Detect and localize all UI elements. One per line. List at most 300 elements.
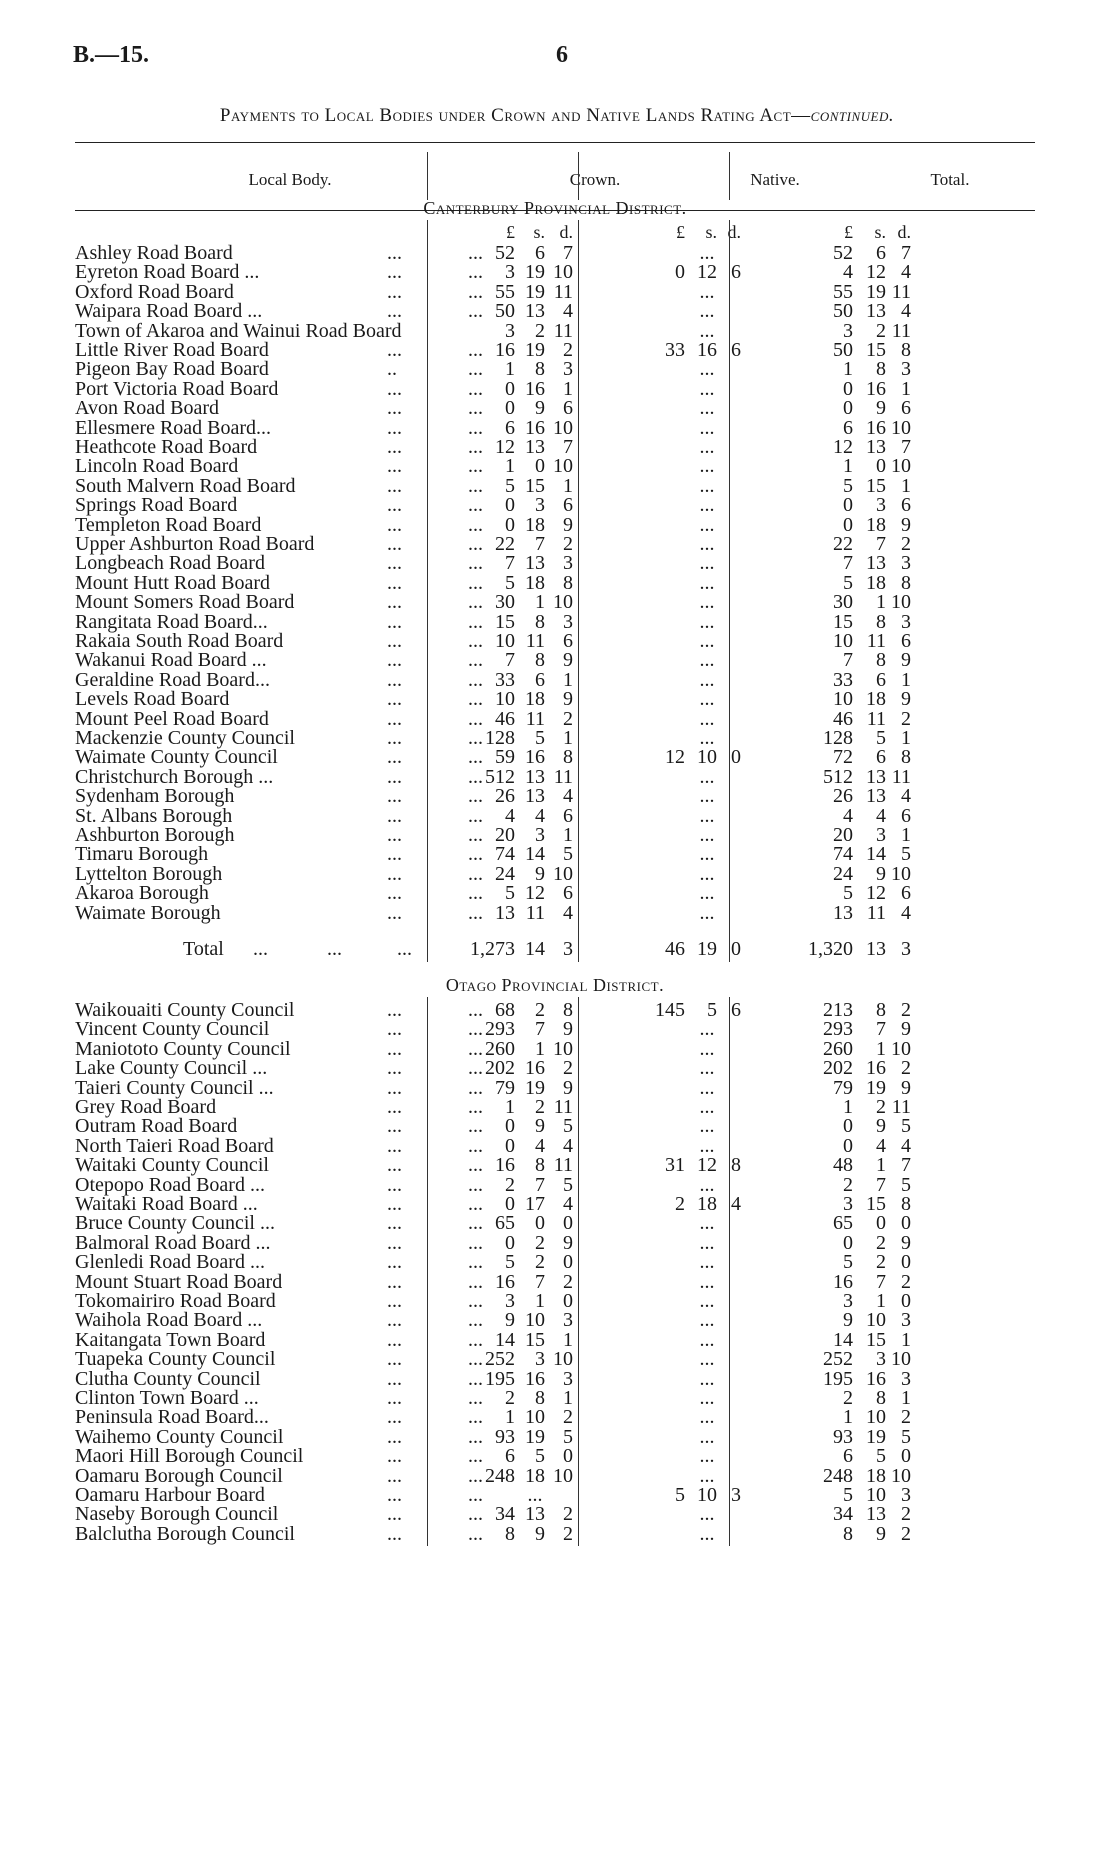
native-empty: ...	[699, 1212, 715, 1235]
total-shillings: 3	[876, 824, 886, 846]
crown-pounds: 10	[495, 630, 515, 652]
local-body-name: Little River Road Board	[75, 339, 269, 361]
total-pounds: 16	[833, 1270, 853, 1293]
crown-shillings: 8	[535, 1387, 545, 1409]
total-pounds: 3	[843, 1193, 853, 1215]
native-empty: ...	[699, 727, 715, 749]
native-empty: ...	[699, 533, 715, 555]
crown-pence: 3	[563, 938, 573, 960]
total-pence: 9	[901, 649, 911, 672]
crown-shillings: 13	[525, 552, 545, 575]
local-body-name: Lake County Council ...	[75, 1057, 268, 1080]
native-empty: ...	[699, 494, 715, 517]
leader-dots: ...	[387, 1445, 402, 1468]
crown-shillings: 19	[525, 261, 545, 284]
crown-pounds: 1	[505, 1406, 515, 1429]
native-empty: ...	[699, 668, 715, 691]
total-shillings: 13	[866, 300, 886, 323]
crown-pounds: 3	[505, 261, 515, 284]
total-pounds: 14	[833, 1328, 853, 1351]
total-pounds: 24	[833, 862, 853, 885]
local-body-name: Springs Road Board	[75, 494, 238, 517]
local-body-name: Levels Road Board	[75, 688, 230, 711]
native-pounds: 33	[665, 339, 685, 361]
crown-pence: 8	[563, 999, 573, 1021]
leader-dots: ...	[468, 1154, 483, 1177]
local-body-name: Tokomairiro Road Board	[75, 1290, 276, 1312]
leader-dots: ...	[468, 455, 483, 478]
native-empty: ...	[699, 300, 715, 323]
crown-pence: 10	[553, 1037, 573, 1060]
native-empty: ...	[699, 1115, 715, 1138]
crown-shillings: 16	[525, 416, 545, 439]
total-shillings: 19	[866, 1425, 886, 1448]
total-pence: 2	[901, 707, 911, 730]
total-pounds: 34	[833, 1503, 853, 1526]
total-pence: 7	[901, 1154, 911, 1177]
local-body-name: Mount Somers Road Board	[75, 591, 295, 614]
leader-dots: ...	[468, 1328, 483, 1351]
leader-dots: ...	[387, 1309, 402, 1332]
native-shillings: 19	[697, 938, 717, 960]
native-empty: ...	[699, 1173, 715, 1196]
crown-pounds: 6	[505, 416, 515, 439]
column-header-native: Native.	[750, 170, 800, 189]
crown-pounds: 202	[485, 1057, 515, 1080]
crown-shillings: 9	[535, 1522, 545, 1545]
total-shillings: 16	[866, 1367, 886, 1390]
leader-dots: ...	[468, 630, 483, 652]
crown-shillings: 3	[535, 494, 545, 517]
leader-dots: ...	[387, 610, 402, 633]
leader-dots: ...	[468, 688, 483, 711]
native-empty: ...	[699, 455, 715, 478]
leader-dots: ...	[468, 591, 483, 614]
crown-pence: 3	[563, 610, 573, 633]
crown-pounds: 8	[505, 1522, 515, 1545]
leader-dots: ...	[468, 1290, 483, 1312]
crown-shillings: 1	[535, 591, 545, 614]
total-shillings: 13	[866, 552, 886, 575]
native-empty: ...	[699, 824, 715, 846]
crown-pounds: 1,273	[470, 938, 515, 960]
leader-dots: ...	[468, 1348, 483, 1371]
crown-pence: 6	[563, 882, 573, 905]
crown-pence: 0	[563, 1290, 573, 1312]
crown-pounds: 0	[505, 513, 515, 536]
leader-dots: ...	[387, 630, 402, 652]
native-empty: ...	[699, 1251, 715, 1274]
total-pounds: 2	[843, 1387, 853, 1409]
local-body-name: Lyttelton Borough	[75, 862, 223, 885]
leader-dots: ...	[387, 999, 402, 1021]
native-pence: 4	[731, 1193, 741, 1215]
total-pounds: 50	[833, 339, 853, 361]
crown-pounds: 1	[505, 358, 515, 381]
local-body-name: Taieri County Council ...	[75, 1076, 274, 1099]
crown-pence: 4	[563, 901, 573, 924]
total-pence: 2	[901, 999, 911, 1021]
total-shillings: 16	[866, 1057, 886, 1080]
leader-dots: ...	[468, 1096, 483, 1118]
native-empty: ...	[699, 630, 715, 652]
native-empty: ...	[699, 358, 715, 381]
column-header-crown: Crown.	[569, 170, 621, 189]
crown-pounds: 248	[485, 1464, 515, 1487]
native-empty: ...	[699, 1425, 715, 1448]
local-body-name: Eyreton Road Board ...	[75, 261, 260, 284]
leader-dots: ...	[387, 1484, 402, 1506]
leader-dots: ...	[387, 261, 402, 284]
local-body-name: Waitaki Road Board ...	[75, 1193, 258, 1215]
crown-pence: 7	[563, 436, 573, 458]
leader-dots: ...	[387, 804, 402, 827]
crown-shillings: 13	[525, 436, 545, 458]
local-body-name: St. Albans Borough	[75, 804, 233, 827]
total-pence: 4	[901, 785, 911, 808]
total-pounds: 8	[843, 1522, 853, 1545]
total-shillings: 18	[866, 513, 886, 536]
native-empty: ...	[699, 882, 715, 905]
table-top-rule	[75, 142, 1035, 143]
native-unit-pound: £	[676, 222, 685, 242]
native-unit-pence: d.	[727, 222, 741, 242]
crown-pounds: 5	[505, 474, 515, 497]
crown-pounds: 68	[495, 999, 515, 1021]
total-pounds: 260	[823, 1037, 853, 1060]
leader-dots: ...	[468, 882, 483, 905]
total-shillings: 1	[876, 1154, 886, 1177]
crown-shillings: 10	[525, 1309, 545, 1332]
leader-dots: ...	[387, 1076, 402, 1099]
total-pence: 4	[901, 300, 911, 323]
local-body-name: Geraldine Road Board...	[75, 668, 270, 691]
native-empty: ...	[699, 1309, 715, 1332]
total-pounds: 10	[833, 688, 853, 711]
total-shillings: 7	[876, 1018, 886, 1041]
total-shillings: 6	[876, 746, 886, 769]
local-body-name: Clutha County Council	[75, 1367, 261, 1390]
leader-dots: ...	[387, 765, 402, 788]
total-pence: 2	[901, 1522, 911, 1545]
total-shillings: 8	[876, 610, 886, 633]
total-shillings: 4	[876, 804, 886, 827]
native-shillings: 12	[697, 261, 717, 284]
crown-pounds: 5	[505, 882, 515, 905]
crown-shillings: 18	[525, 571, 545, 594]
leader-dots: ...	[387, 1290, 402, 1312]
crown-shillings: 2	[535, 1231, 545, 1254]
crown-pounds: 34	[495, 1503, 515, 1526]
leader-dots: ...	[387, 746, 402, 769]
total-shillings: 15	[866, 339, 886, 361]
crown-pounds: 2	[505, 1387, 515, 1409]
native-empty: ...	[699, 1348, 715, 1371]
local-body-name: Ellesmere Road Board...	[75, 416, 272, 439]
local-body-name: Heathcote Road Board	[75, 436, 258, 458]
total-pence: 8	[901, 339, 911, 361]
crown-pounds: 74	[495, 843, 515, 866]
crown-shillings: 2	[535, 1096, 545, 1118]
crown-pence: 2	[563, 339, 573, 361]
total-shillings: 13	[866, 1503, 886, 1526]
total-shillings: 10	[866, 1406, 886, 1429]
leader-dots: ...	[468, 1037, 483, 1060]
leader-dots: ...	[468, 804, 483, 827]
leader-dots: ...	[468, 824, 483, 846]
total-shillings: 2	[876, 1251, 886, 1274]
native-empty: ...	[699, 1037, 715, 1060]
total-shillings: 19	[866, 280, 886, 303]
table-row	[75, 1523, 1035, 1545]
total-pence: 6	[901, 494, 911, 517]
leader-dots: ...	[387, 1154, 402, 1177]
local-body-name: Christchurch Borough ...	[75, 765, 274, 788]
total-pounds: 512	[823, 765, 853, 788]
crown-pence: 9	[563, 649, 573, 672]
total-shillings: 4	[876, 1134, 886, 1157]
native-pence: 3	[731, 1484, 741, 1506]
crown-pounds: 2	[505, 1173, 515, 1196]
total-pence: 9	[901, 1231, 911, 1254]
total-shillings: 5	[876, 727, 886, 749]
total-pence: 10	[891, 455, 911, 478]
total-pence: 10	[891, 591, 911, 614]
leader-dots: ...	[387, 1057, 402, 1080]
crown-pence: 10	[553, 1348, 573, 1371]
crown-pounds: 22	[495, 533, 515, 555]
total-pounds: 4	[843, 804, 853, 827]
total-pounds: 72	[833, 746, 853, 769]
local-body-name: Sydenham Borough	[75, 785, 235, 808]
leader-dots: ...	[468, 1309, 483, 1332]
leader-dots: ...	[387, 727, 402, 749]
native-empty: ...	[699, 591, 715, 614]
total-pounds: 13	[833, 901, 853, 924]
native-pounds: 12	[665, 746, 685, 769]
crown-shillings: 7	[535, 1270, 545, 1293]
total-pounds: 1	[843, 1406, 853, 1429]
leader-dots: ...	[468, 242, 483, 264]
total-pence: 0	[901, 1251, 911, 1274]
leader-dots: ...	[468, 1387, 483, 1409]
total-shillings: 10	[866, 1309, 886, 1332]
total-pence: 2	[901, 1057, 911, 1080]
leader-dots: ...	[387, 882, 402, 905]
total-shillings: 18	[866, 1464, 886, 1487]
crown-shillings: 14	[525, 843, 545, 866]
total-shillings: 9	[876, 862, 886, 885]
total-shillings: 11	[866, 630, 886, 652]
native-empty: ...	[699, 513, 715, 536]
crown-shillings: 12	[525, 882, 545, 905]
crown-pence: 11	[553, 319, 573, 342]
total-pounds: 74	[833, 843, 853, 866]
crown-pounds: 16	[495, 1154, 515, 1177]
total-shillings: 8	[876, 1387, 886, 1409]
local-body-name: Tuapeka County Council	[75, 1348, 276, 1371]
total-pounds: 5	[843, 474, 853, 497]
total-pence: 6	[901, 804, 911, 827]
page-number: 6	[556, 42, 568, 68]
total-pence: 10	[891, 416, 911, 439]
total-pounds: 6	[843, 416, 853, 439]
total-pence: 9	[901, 1076, 911, 1099]
title-main: Payments to Local Bodies under Crown and Native Lands Rating Act—	[219, 105, 811, 126]
crown-shillings: 2	[535, 1251, 545, 1274]
crown-pence: 4	[563, 785, 573, 808]
leader-dots: ...	[468, 436, 483, 458]
total-pence: 4	[901, 901, 911, 924]
crown-shillings: 9	[535, 1115, 545, 1138]
total-shillings: 7	[876, 1173, 886, 1196]
total-shillings: 12	[866, 882, 886, 905]
crown-pounds: 260	[485, 1037, 515, 1060]
leader-dots: ...	[387, 1464, 402, 1487]
native-empty: ...	[699, 1057, 715, 1080]
leader-dots: ...	[468, 1134, 483, 1157]
total-pounds: 93	[833, 1425, 853, 1448]
native-empty: ...	[699, 1018, 715, 1041]
crown-shillings: 0	[535, 1212, 545, 1235]
leader-dots: ...	[468, 999, 483, 1021]
crown-shillings: 5	[535, 727, 545, 749]
leader-dots: ...	[468, 300, 483, 323]
local-body-name: Waihemo County Council	[75, 1425, 284, 1448]
total-shillings: 2	[876, 1096, 886, 1118]
total-unit-shilling: s.	[874, 222, 886, 242]
total-pence: 4	[901, 261, 911, 284]
total-pounds: 65	[833, 1212, 853, 1235]
local-body-name: Mount Hutt Road Board	[75, 571, 270, 594]
total-shillings: 6	[876, 668, 886, 691]
crown-pounds: 16	[495, 339, 515, 361]
total-pounds: 50	[833, 300, 853, 323]
native-shillings: 12	[697, 1154, 717, 1177]
native-empty: ...	[699, 1270, 715, 1293]
native-pounds: 5	[675, 1484, 685, 1506]
crown-shillings: 19	[525, 1076, 545, 1099]
leader-dots: ...	[327, 938, 342, 960]
total-pence: 1	[901, 377, 911, 400]
local-body-name: Port Victoria Road Board	[75, 377, 279, 400]
total-pence: 1	[901, 474, 911, 497]
leader-dots: ...	[468, 1173, 483, 1196]
crown-pence: 5	[563, 843, 573, 866]
crown-shillings: 8	[535, 358, 545, 381]
leader-dots: ...	[468, 1018, 483, 1041]
local-body-name: Wakanui Road Board ...	[75, 649, 267, 672]
native-pence: 6	[731, 261, 741, 284]
crown-pence: 5	[563, 1425, 573, 1448]
crown-pence: 6	[563, 804, 573, 827]
local-body-name: Waikouaiti County Council	[75, 999, 295, 1021]
leader-dots: ...	[468, 513, 483, 536]
total-pounds: 0	[843, 513, 853, 536]
leader-dots: ...	[468, 610, 483, 633]
total-pence: 10	[891, 1464, 911, 1487]
leader-dots: ...	[387, 1406, 402, 1429]
otago-section-title: Otago Provincial District.	[445, 975, 665, 995]
total-pence: 2	[901, 1503, 911, 1526]
total-pence: 6	[901, 397, 911, 420]
total-pounds: 5	[843, 1484, 853, 1506]
crown-shillings: 11	[525, 630, 545, 652]
crown-pounds: 0	[505, 494, 515, 517]
total-pence: 7	[901, 242, 911, 264]
crown-pounds: 0	[505, 377, 515, 400]
native-empty: ...	[699, 1367, 715, 1390]
leader-dots: ...	[468, 765, 483, 788]
total-shillings: 13	[866, 765, 886, 788]
leader-dots: ...	[387, 668, 402, 691]
crown-pence: 1	[563, 1387, 573, 1409]
local-body-name: Lincoln Road Board	[75, 455, 239, 478]
total-pence: 1	[901, 1387, 911, 1409]
crown-pence: 10	[553, 591, 573, 614]
total-pence: 1	[901, 668, 911, 691]
total-shillings: 9	[876, 397, 886, 420]
leader-dots: ...	[468, 1212, 483, 1235]
local-body-name: Vincent County Council	[75, 1018, 270, 1041]
column-divider	[427, 220, 428, 962]
crown-pounds: 15	[495, 610, 515, 633]
crown-pence: 10	[553, 1464, 573, 1487]
crown-pence: 2	[563, 1406, 573, 1429]
leader-dots: ...	[387, 436, 402, 458]
crown-pounds: 20	[495, 824, 515, 846]
crown-pounds: 195	[485, 1367, 515, 1390]
local-body-name: Waimate County Council	[75, 746, 278, 769]
crown-pence: 3	[563, 1367, 573, 1390]
crown-shillings: 4	[535, 1134, 545, 1157]
table-row	[75, 902, 1035, 924]
leader-dots: ...	[468, 1484, 483, 1506]
leader-dots: ...	[468, 649, 483, 672]
native-empty: ...	[699, 688, 715, 711]
crown-pence: 1	[563, 824, 573, 846]
total-pounds: 1	[843, 455, 853, 478]
column-header-local-body: Local Body.	[248, 170, 332, 189]
crown-pounds: 33	[495, 668, 515, 691]
native-pence: 6	[731, 339, 741, 361]
crown-shillings: 6	[535, 242, 545, 264]
native-empty: ...	[699, 436, 715, 458]
leader-dots: ...	[387, 513, 402, 536]
total-shillings: 11	[866, 901, 886, 924]
leader-dots: ...	[387, 1348, 402, 1371]
leader-dots: ...	[468, 1367, 483, 1390]
native-empty: ...	[699, 649, 715, 672]
native-pounds: 46	[665, 938, 685, 960]
crown-pence: 6	[563, 397, 573, 420]
native-empty: ...	[699, 1406, 715, 1429]
native-empty: ...	[699, 1231, 715, 1254]
crown-pence: 4	[563, 1193, 573, 1215]
total-pounds: 15	[833, 610, 853, 633]
crown-shillings: 3	[535, 824, 545, 846]
crown-empty: ...	[527, 1484, 543, 1506]
crown-pounds: 24	[495, 862, 515, 885]
total-pounds: 3	[843, 319, 853, 342]
native-pence: 8	[731, 1154, 741, 1177]
native-empty: ...	[699, 610, 715, 633]
crown-pence: 0	[563, 1445, 573, 1468]
crown-pounds: 26	[495, 785, 515, 808]
local-body-name: Kaitangata Town Board	[75, 1328, 266, 1351]
leader-dots: ...	[397, 938, 412, 960]
leader-dots: ...	[387, 1328, 402, 1351]
